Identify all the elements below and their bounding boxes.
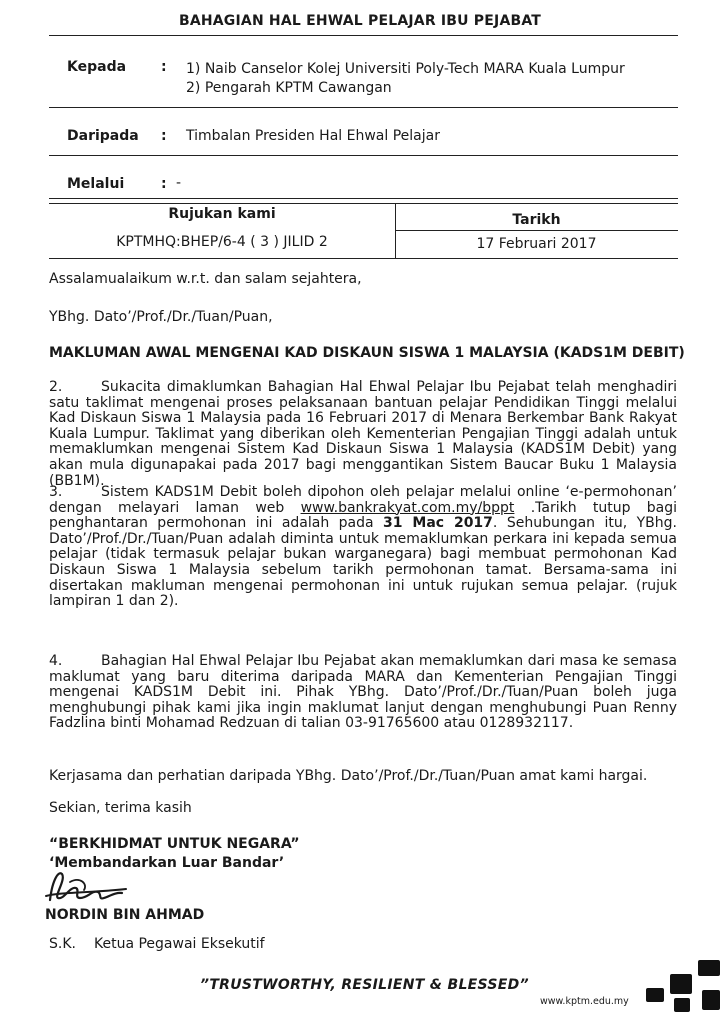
subject-heading: MAKLUMAN AWAL MENGENAI KAD DISKAUN SISWA 1 MALAYSIA (KADS1M DEBIT) — [49, 345, 685, 361]
paragraph-4-number: 4. — [49, 653, 63, 669]
logo-square-4 — [674, 998, 690, 1012]
to-line-1: 1) Naib Canselor Kolej Universiti Poly-Tech MARA Kuala Lumpur — [186, 61, 625, 77]
via-label: Melalui — [67, 176, 125, 192]
handwritten-signature — [40, 862, 130, 912]
paragraph-3-text-a: Sistem KADS1M Debit boleh dipohon oleh pelajar melalui online ‘e-permohonan’ dengan melayari laman web — [49, 484, 677, 516]
date-value: 17 Februari 2017 — [476, 236, 597, 252]
bppt-link[interactable]: www.bankrakyat.com.my/bppt — [300, 499, 515, 516]
thanks-line: Kerjasama dan perhatian daripada YBhg. Dato’/Prof./Dr./Tuan/Puan amat kami hargai. — [49, 768, 648, 784]
signer-name: NORDIN BIN AHMAD — [45, 907, 205, 923]
paragraph-3-text-c: . Sehubungan itu, YBhg. Dato’/Prof./Dr./Tuan/Puan adalah diminta untuk memaklumkan perkara ini kepada semua pelajar (tidak termasuk pelajar bukan warganegara) bagi membuat permohonan Kad Diskaun Siswa 1 Malaysia sebelum tarikh permohonan tamat. Bersama-sama ini disertakan makluman mengenai permohonan ini untuk rujukan semua pelajar. (rujuk lampiran 1 dan 2). — [49, 515, 677, 610]
paragraph-4 — [49, 654, 677, 732]
logo-square-5 — [702, 990, 720, 1010]
paragraph-3-number: 3. — [49, 484, 63, 500]
regards-line: Sekian, terima kasih — [49, 800, 192, 816]
header-divider — [49, 35, 678, 36]
cc-label: S.K. — [49, 936, 76, 952]
logo-square-1 — [646, 988, 664, 1002]
greeting: Assalamualaikum w.r.t. dan salam sejahtera, — [49, 271, 362, 287]
ref-table-bottom — [49, 258, 678, 259]
memo-divider-3 — [49, 198, 678, 199]
footer-website: www.kptm.edu.my — [540, 996, 629, 1007]
paragraph-3-text-b: .Tarikh tutup bagi penghantaran permohonan ini adalah pada — [49, 499, 677, 532]
ref-table-top — [49, 203, 678, 204]
ref-value: KPTMHQ:BHEP/6-4 ( 3 ) JILID 2 — [116, 234, 328, 250]
kptm-squares-logo-icon — [640, 960, 720, 1017]
deadline-date: 31 Mac 2017 — [383, 515, 493, 532]
ref-table-date-divider — [395, 230, 678, 231]
paragraph-4-text: Bahagian Hal Ehwal Pelajar Ibu Pejabat akan memaklumkan dari masa ke semasa maklumat yang baru diterima daripada MARA dan Kementerian Pengajian Tinggi mengenai KADS1M Debit ini. Pihak YBhg. Dato’/Prof./Dr./Tuan/Puan boleh juga menghubungi pihak kami jika ingin maklumat lanjut dengan menghubungi Puan Renny Fadzlina binti Mohamad Redzuan di talian 03-91765600 atau 0128932117. — [49, 653, 677, 732]
from-label: Daripada — [67, 128, 139, 144]
paragraph-3 — [49, 485, 677, 610]
motto-line-1: “BERKHIDMAT UNTUK NEGARA” — [49, 836, 300, 852]
memo-divider-2 — [49, 155, 678, 156]
to-label: Kepada — [67, 59, 127, 75]
paragraph-2 — [49, 380, 677, 489]
footer-motto: ”TRUSTWORTHY, RESILIENT & BLESSED” — [200, 977, 529, 993]
logo-square-3 — [698, 960, 720, 976]
via-colon: : — [161, 176, 167, 192]
from-value: Timbalan Presiden Hal Ehwal Pelajar — [186, 128, 440, 144]
date-header: Tarikh — [512, 212, 561, 228]
via-value: - — [176, 175, 182, 191]
to-colon: : — [161, 59, 167, 75]
motto-line-2: ‘Membandarkan Luar Bandar’ — [49, 855, 285, 871]
logo-square-2 — [670, 974, 692, 994]
page-title: BAHAGIAN HAL EHWAL PELAJAR IBU PEJABAT — [178, 13, 542, 29]
memo-divider-1 — [49, 107, 678, 108]
paragraph-2-number: 2. — [49, 379, 63, 395]
to-line-2: 2) Pengarah KPTM Cawangan — [186, 80, 392, 96]
salutation: YBhg. Dato’/Prof./Dr./Tuan/Puan, — [49, 309, 273, 325]
ref-header: Rujukan kami — [168, 206, 276, 222]
cc-value: Ketua Pegawai Eksekutif — [94, 936, 265, 952]
paragraph-2-text: Sukacita dimaklumkan Bahagian Hal Ehwal Pelajar Ibu Pejabat telah menghadiri satu taklimat mengenai proses pelaksanaan bantuan pelajar Pendidikan Tinggi melalui Kad Diskaun Siswa 1 Malaysia pada 16 Februari 2017 di Menara Berkembar Bank Rakyat Kuala Lumpur. Taklimat yang diberikan oleh Kementerian Pengajian Tinggi adalah untuk memaklumkan mengenai Sistem Kad Diskaun Siswa 1 Malaysia (KADS1M Debit) yang akan mula digunapakai pada 2017 bagi menggantikan Sistem Baucar Buku 1 Malaysia (BB1M). — [49, 379, 677, 489]
from-colon: : — [161, 128, 167, 144]
